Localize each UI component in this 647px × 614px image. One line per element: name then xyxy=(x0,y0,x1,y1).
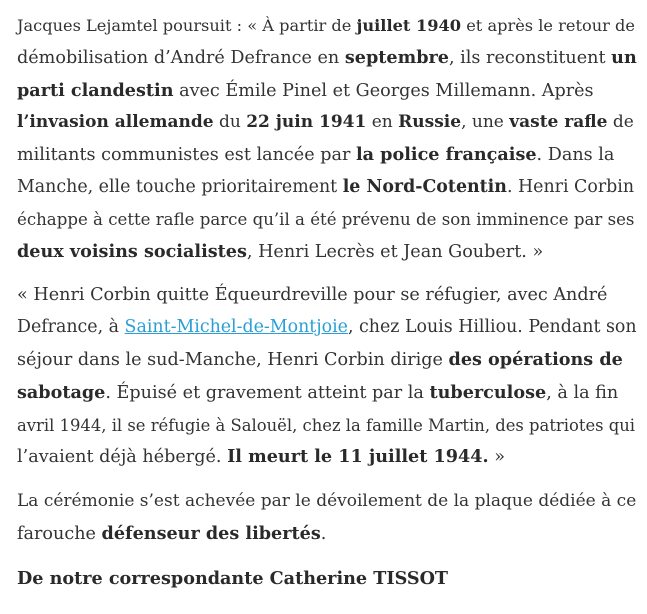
text-line xyxy=(17,204,647,236)
bold-text: un xyxy=(611,46,637,68)
text-segment: avril 1944, il se réfugie à Salouël, chez la famille Martin, des patriotes qui xyxy=(17,415,636,435)
text-segment: » xyxy=(488,447,505,468)
text-line xyxy=(17,236,647,269)
bold-text: septembre xyxy=(344,46,449,68)
text-segment: . Épuisé et gravement atteint par la xyxy=(105,382,430,403)
bold-text: la police française xyxy=(355,144,537,166)
text-segment: séjour dans le sud-Manche, Henri Corbin dirige xyxy=(17,349,449,370)
bold-text: des opérations de xyxy=(448,348,623,370)
text-segment: , ils reconstituent xyxy=(448,47,612,68)
text-line xyxy=(17,410,647,442)
text-segment: militants communistes est lancée par xyxy=(17,145,356,166)
text-line xyxy=(17,486,647,518)
text-segment: et après le retour de xyxy=(461,16,635,35)
bold-text: sabotage xyxy=(17,381,106,403)
text-line xyxy=(17,518,647,551)
author-signature: De notre correspondante Catherine TISSOT xyxy=(17,567,449,589)
article-paragraph xyxy=(17,486,647,551)
text-line xyxy=(17,107,647,139)
bold-text: tuberculose xyxy=(429,381,547,403)
article-paragraph xyxy=(17,280,647,474)
text-segment: « Henri Corbin quitte Équeurdreville pour se réfugier, avec André xyxy=(17,285,608,306)
text-segment: de xyxy=(607,112,634,133)
bold-text: l’invasion allemande xyxy=(17,112,214,133)
text-line xyxy=(17,344,647,377)
text-segment: l’avaient déjà hébergé. xyxy=(17,447,228,468)
text-segment: , Henri Lecrès et Jean Goubert. » xyxy=(246,241,544,262)
bold-text: le Nord-Cotentin xyxy=(342,176,507,197)
bold-text: vaste rafle xyxy=(509,112,608,133)
bold-text: Russie xyxy=(398,112,462,133)
text-line xyxy=(17,75,647,108)
text-line xyxy=(17,441,647,474)
article-paragraphs xyxy=(17,10,647,551)
text-segment: avec Émile Pinel et Georges Millemann. Après xyxy=(173,80,594,101)
bold-text: deux voisins socialistes xyxy=(17,240,247,262)
text-segment: échappe à cette rafle parce qu’il a été prévenu de son imminence par ses xyxy=(17,209,635,229)
text-line xyxy=(17,312,647,344)
text-segment: , une xyxy=(461,112,510,133)
place-link[interactable]: Saint-Michel-de-Montjoie xyxy=(124,317,348,338)
text-segment: farouche xyxy=(17,523,102,544)
bold-text: 22 juin 1941 xyxy=(246,112,367,133)
text-segment: du xyxy=(213,112,247,133)
text-line xyxy=(17,280,647,312)
text-segment: . Henri Corbin xyxy=(506,176,635,197)
text-line xyxy=(17,10,647,42)
text-segment: démobilisation d’André Defrance en xyxy=(17,47,345,68)
bold-text: défenseur des libertés xyxy=(101,522,321,544)
text-segment: , à la fin xyxy=(546,382,619,403)
text-segment: en xyxy=(366,112,399,133)
bold-text: Il meurt le 11 juillet 1944. xyxy=(227,446,489,468)
text-segment: Defrance, à xyxy=(17,317,125,338)
text-line xyxy=(17,139,647,172)
text-segment: , chez Louis Hilliou. Pendant son xyxy=(347,317,637,338)
text-segment: . Dans la xyxy=(536,145,615,166)
text-segment: La cérémonie s’est achevée par le dévoilement de la plaque dédiée à ce xyxy=(17,491,637,512)
article-paragraph xyxy=(17,10,647,268)
text-segment: . xyxy=(320,523,327,544)
text-line xyxy=(17,42,647,75)
text-segment: Jacques Lejamtel poursuit : « À partir de xyxy=(17,16,357,35)
bold-text: parti clandestin xyxy=(17,79,174,101)
text-segment: Manche, elle touche prioritairement xyxy=(17,176,343,197)
text-line xyxy=(17,377,647,410)
bold-text: juillet 1940 xyxy=(356,16,462,35)
text-line xyxy=(17,172,647,204)
